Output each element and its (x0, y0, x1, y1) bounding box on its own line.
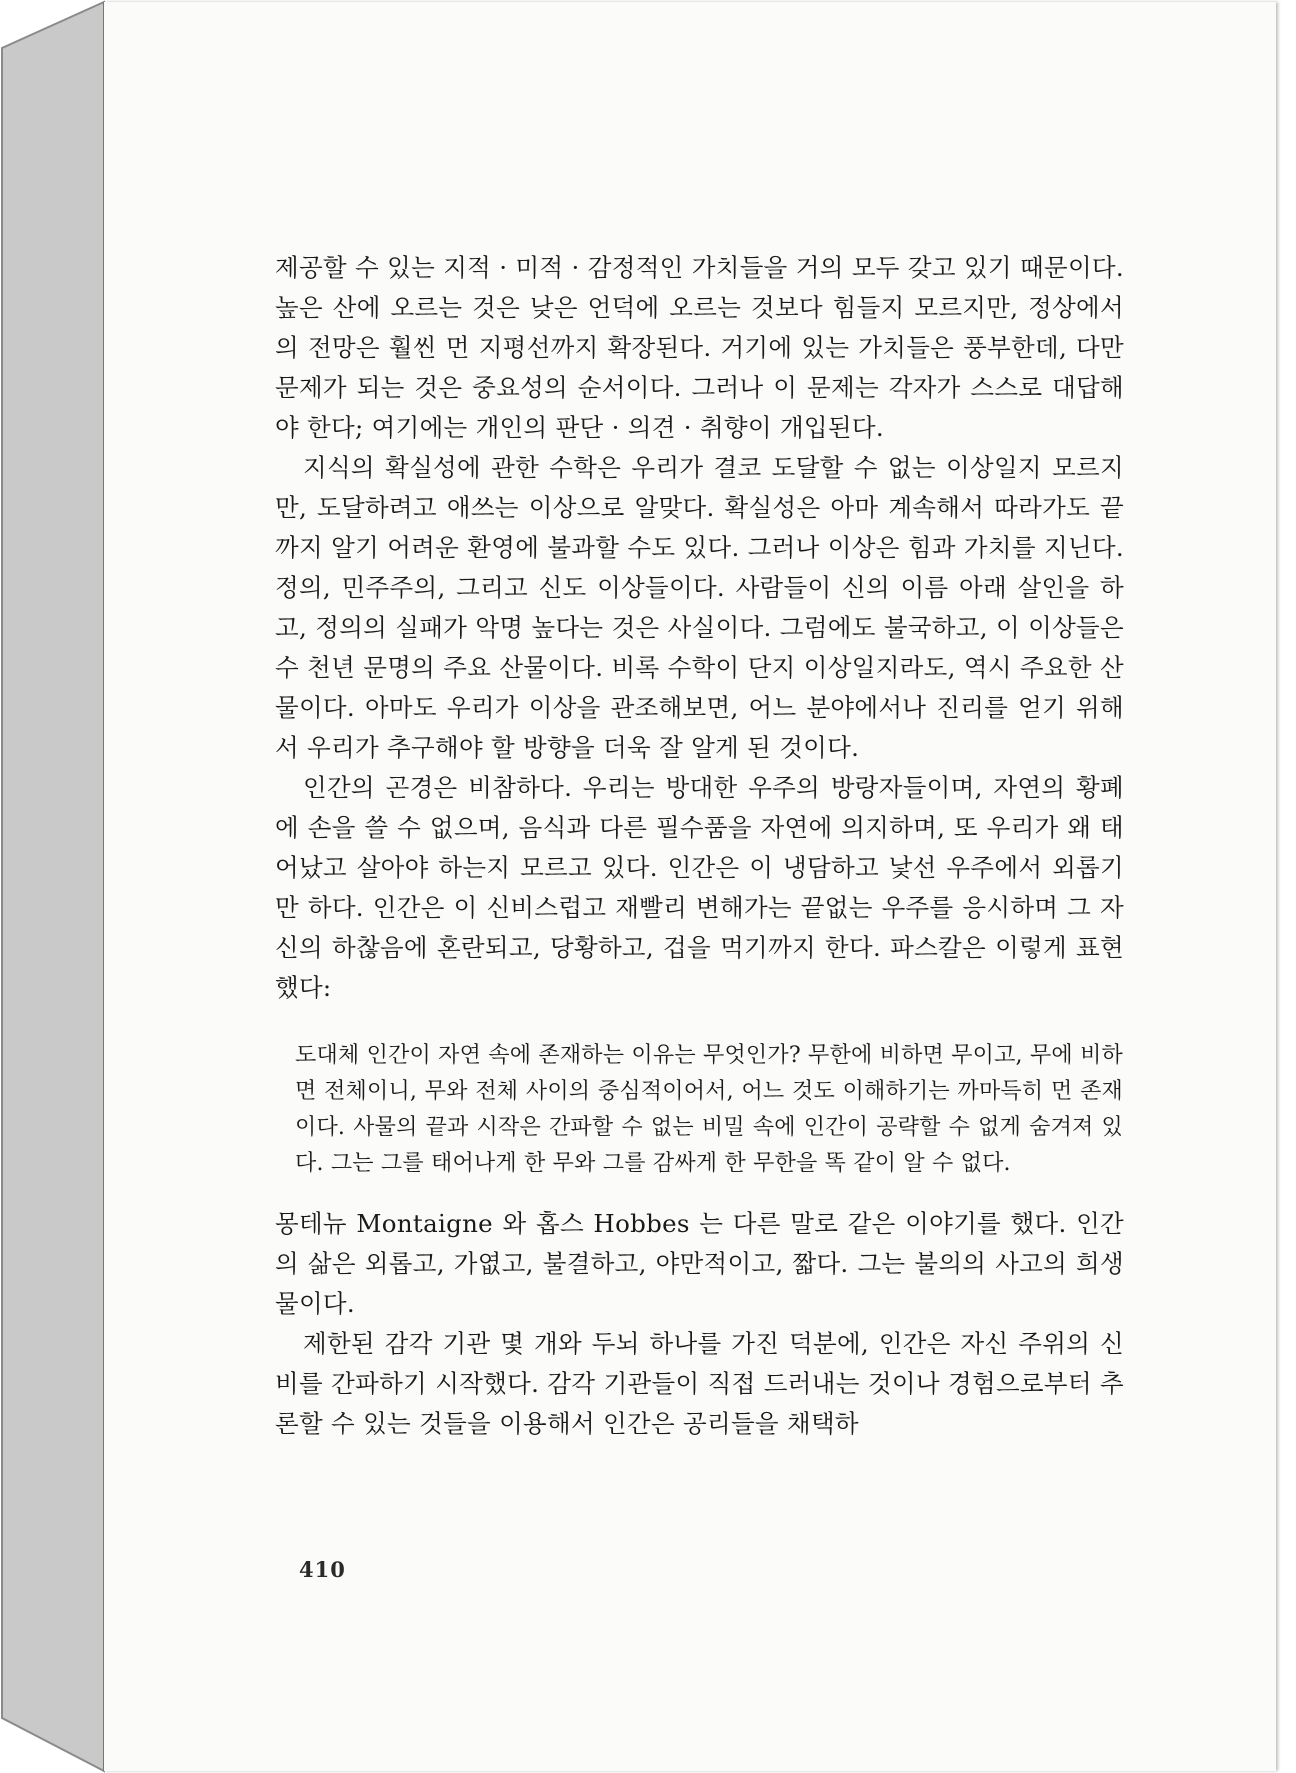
page-number: 410 (299, 1557, 346, 1582)
block-quote: 도대체 인간이 자연 속에 존재하는 이유는 무엇인가? 무한에 비하면 무이고, 무에 비하면 전체이니, 무와 전체 사이의 중심적이어서, 어느 것도 이해하기는 까마득히 먼 존재이다. 사물의 끝과 시작은 간파할 수 없는 비밀 속에 인간이 공략할 수 없게 숨겨져 있다. 그는 그를 태어나게 한 무와 그를 감싸게 한 무한을 똑 같이 알 수 없다. (295, 1043, 1123, 1176)
paragraph: 지식의 확실성에 관한 수학은 우리가 결코 도달할 수 없는 이상일지 모르지만, 도달하려고 애쓰는 이상으로 알맞다. 확실성은 아마 계속해서 따라가도 끝까지 알기 어려운 환영에 불과할 수도 있다. 그러나 이상은 힘과 가치를 지닌다. 정의, 민주주의, 그리고 신도 이상들이다. 사람들이 신의 이름 아래 살인을 하고, 정의의 실패가 악명 높다는 것은 사실이다. 그럼에도 불국하고, 이 이상들은 수 천년 문명의 주요 산물이다. 비록 수학이 단지 이상일지라도, 역시 주요한 산물이다. 아마도 우리가 이상을 관조해보면, 어느 분야에서나 진리를 얻기 위해서 우리가 추구해야 할 방향을 더욱 잘 알게 된 것이다. (275, 453, 1124, 762)
paragraph: 제공할 수 있는 지적 · 미적 · 감정적인 가치들을 거의 모두 갖고 있기 때문이다. 높은 산에 오르는 것은 낮은 언덕에 오르는 것보다 힘들지 모르지만, 정상에서의 전망은 훨씬 먼 지평선까지 확장된다. 거기에 있는 가치들은 풍부한데, 다만 문제가 되는 것은 중요성의 순서이다. 그러나 이 문제는 각자가 스스로 대답해야 한다; 여기에는 개인의 판단 · 의견 · 취향이 개입된다. (275, 253, 1124, 442)
book-page (104, 2, 1276, 1771)
paragraph: 제한된 감각 기관 몇 개와 두뇌 하나를 가진 덕분에, 인간은 자신 주위의 신비를 간파하기 시작했다. 감각 기관들이 직접 드러내는 것이나 경험으로부터 추론할 수 있는 것들을 이용해서 인간은 공리들을 채택하 (275, 1329, 1124, 1438)
page-text-block (275, 248, 1124, 1444)
paragraph: 몽테뉴 Montaigne 와 홉스 Hobbes 는 다른 말로 같은 이야기를 했다. 인간의 삶은 외롭고, 가엾고, 불결하고, 야만적이고, 짧다. 그는 불의의 사고의 희생물이다. (275, 1209, 1124, 1318)
paragraph: 인간의 곤경은 비참하다. 우리는 방대한 우주의 방랑자들이며, 자연의 황폐에 손을 쓸 수 없으며, 음식과 다른 필수품을 자연에 의지하며, 또 우리가 왜 태어났고 살아야 하는지 모르고 있다. 인간은 이 냉담하고 낯선 우주에서 외롭기만 하다. 인간은 이 신비스럽고 재빨리 변해가는 끝없는 우주를 응시하며 그 자신의 하찮음에 혼란되고, 당황하고, 겁을 먹기까지 한다. 파스칼은 이렇게 표현했다: (275, 773, 1124, 1002)
